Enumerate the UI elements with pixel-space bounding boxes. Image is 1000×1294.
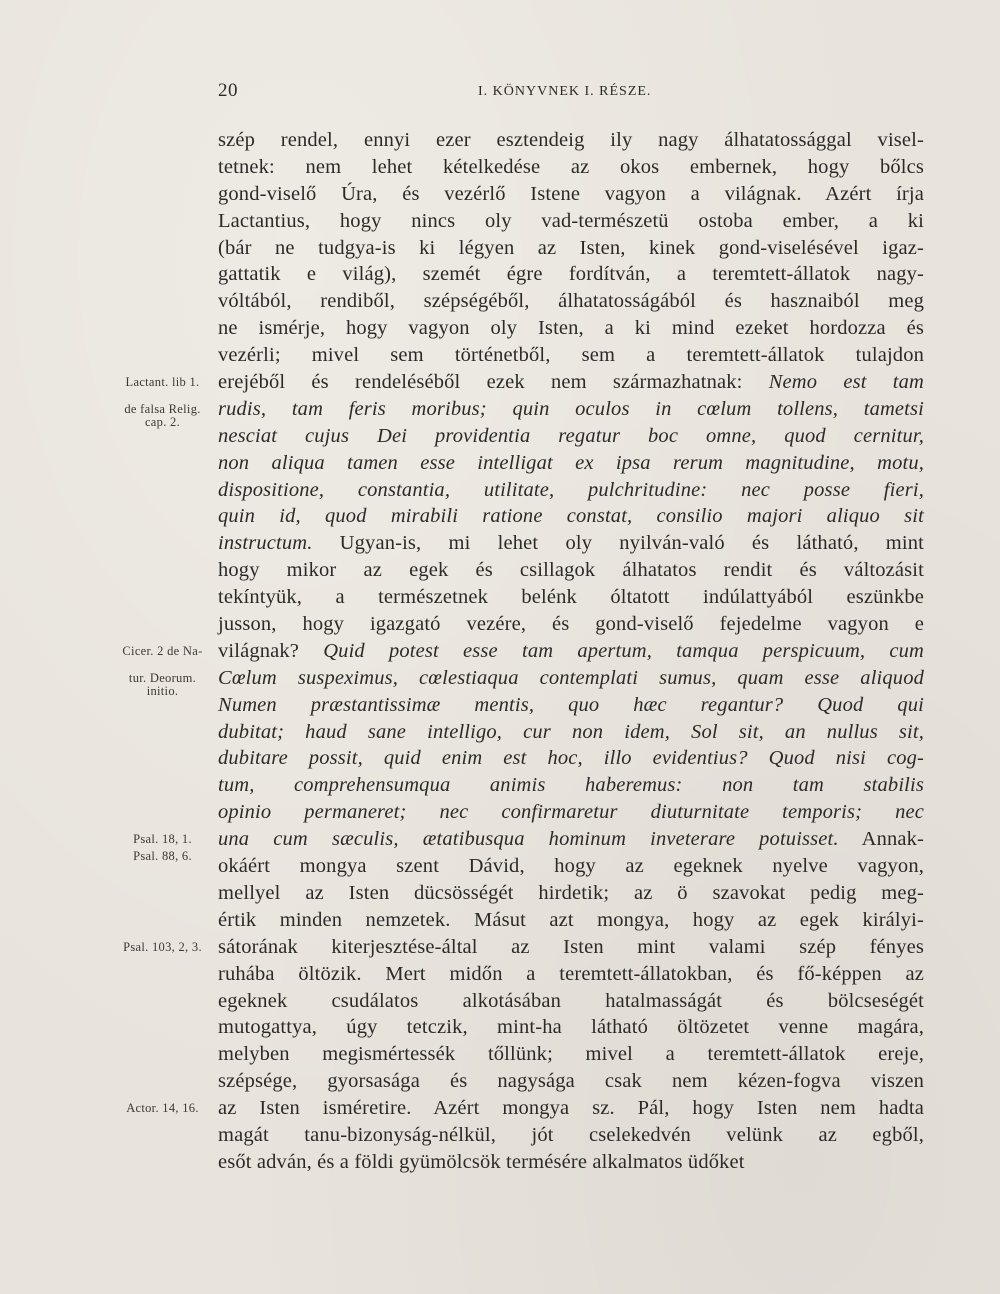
text-line: rudis, tam feris moribus; quin oculos in cœlum tollens, tametsi [218,397,924,420]
text-line: gattatik e világ), szemét égre fordítván, a teremtett-állatok nagy- [218,263,924,286]
text-line: szép rendel, ennyi ezer esztendeig ily nagy álhatatossággal visel- [218,129,924,151]
text-line: Cœlum suspeximus, cœlestiaqua contemplati sumus, quam esse aliquod [218,666,924,689]
page-number: 20 [218,80,238,101]
text-line: vóltából, rendiből, szépségéből, álhatatosságából és hasznaiból meg [218,290,924,313]
text-line: dubitat; haud sane intelligo, cur non idem, Sol sit, an nullus sit, [218,720,924,743]
text-line: ruhába öltözik. Mert midőn a teremtett-állatokban, és fő-képpen az [218,962,924,985]
text-line: szépsége, gyorsasága és nagysága csak nem kézen-fogva viszen [218,1070,924,1093]
text-line: Numen præstantissimæ mentis, quo hæc regantur? Quod qui [218,693,924,716]
text-line: melyben megismértessék tőllünk; mivel a teremtett-állatok ereje, [218,1043,924,1066]
text-line: világnak? Quid potest esse tam apertum, tamqua perspicuum, cum [218,639,924,662]
margin-note: Cicer. 2 de Na- [122,644,203,659]
text-line: tekíntyük, a természetnek belénk óltatott indúlattyából eszünkbe [218,586,924,609]
text-line: una cum sæculis, ætatibusqua hominum inveterare potuisset. Annak- [218,828,924,851]
margin-note: de falsa Relig. [124,402,201,416]
margin-note: cap. 2. [144,415,181,430]
text-line: quin id, quod mirabili ratione constat, consilio majori aliquo sit [218,505,924,528]
text-line: non aliqua tamen esse intelligat ex ipsa rerum magnitudine, motu, [218,451,924,474]
page-header [218,80,926,104]
running-head: I. KÖNYVNEK I. RÉSZE. [478,84,652,99]
body-text [218,127,924,1176]
margin-note: Actor. 14, 16. [126,1101,199,1116]
margin-note: Psal. 103, 2, 3. [123,940,202,954]
margin-note: Psal. 18, 1. [133,832,192,847]
margin-note: Lactant. lib 1. [125,375,200,390]
text-line: dubitare possit, quid enim est hoc, illo evidentius? Quod nisi cog- [218,747,924,770]
text-line: Lactantius, hogy nincs oly vad-természetü ostoba ember, a ki [218,209,924,232]
text-line: sátorának kiterjesztése-által az Isten mint valami szép fényes [218,935,924,958]
text-line: vezérli; mivel sem történetből, sem a teremtett-állatok tulajdon [218,344,924,367]
text-line: hogy mikor az egek és csillagok álhatatos rendit és változásit [218,559,924,582]
text-line: (bár ne tudgya-is ki légyen az Isten, kinek gond-viselésével igaz- [218,236,924,259]
text-line: értik minden nemzetek. Másut azt mongya, hogy az egek királyi- [218,908,924,931]
margin-note: tur. Deorum. [128,671,197,685]
text-line: mutogattya, úgy tetczik, mint-ha látható öltözetet venne magára, [218,1016,924,1039]
text-line: dispositione, constantia, utilitate, pulchritudine: nec posse fieri, [218,478,924,501]
text-line: opinio permaneret; nec confirmaretur diuturnitate temporis; nec [218,801,924,824]
text-line: gond-viselő Úra, és vezérlő Istene vagyon a világnak. Azért írja [218,182,924,205]
text-line: ne ismérje, hogy vagyon oly Isten, a ki mind ezeket hordozza és [218,317,924,340]
text-line: az Isten isméretire. Azért mongya sz. Pál, hogy Isten nem hadta [218,1097,924,1120]
text-line: erejéből és rendeléséből ezek nem származhatnak: Nemo est tam [218,371,925,394]
margin-note: Psal. 88, 6. [133,848,192,863]
text-line: nesciat cujus Dei providentia regatur boc omne, quod cernitur, [218,424,924,447]
text-line: instructum. Ugyan-is, mi lehet oly nyilván-való és látható, mint [218,532,924,555]
margin-note: initio. [146,684,179,699]
text-line: egeknek csudálatos alkotásában hatalmasságát és bölcseségét [218,989,924,1012]
text-line: okáért mongya szent Dávid, hogy az egeknek nyelve vagyon, [218,855,924,878]
text-line: tetnek: nem lehet kételkedése az okos embernek, hogy bőlcs [218,155,924,178]
text-line: tum, comprehensumqua animis haberemus: non tam stabilis [218,774,924,797]
text-line: mellyel az Isten dücsösségét hirdetik; az ö szavokat pedig meg- [218,881,924,904]
text-line: magát tanu-bizonyság-nélkül, jót cselekedvén velünk az egből, [218,1123,924,1146]
text-line: jusson, hogy igazgató vezére, és gond-viselő fejedelme vagyon e [218,613,924,636]
text-line: esőt adván, és a földi gyümölcsök termésére alkalmatos üdőket [218,1150,745,1173]
